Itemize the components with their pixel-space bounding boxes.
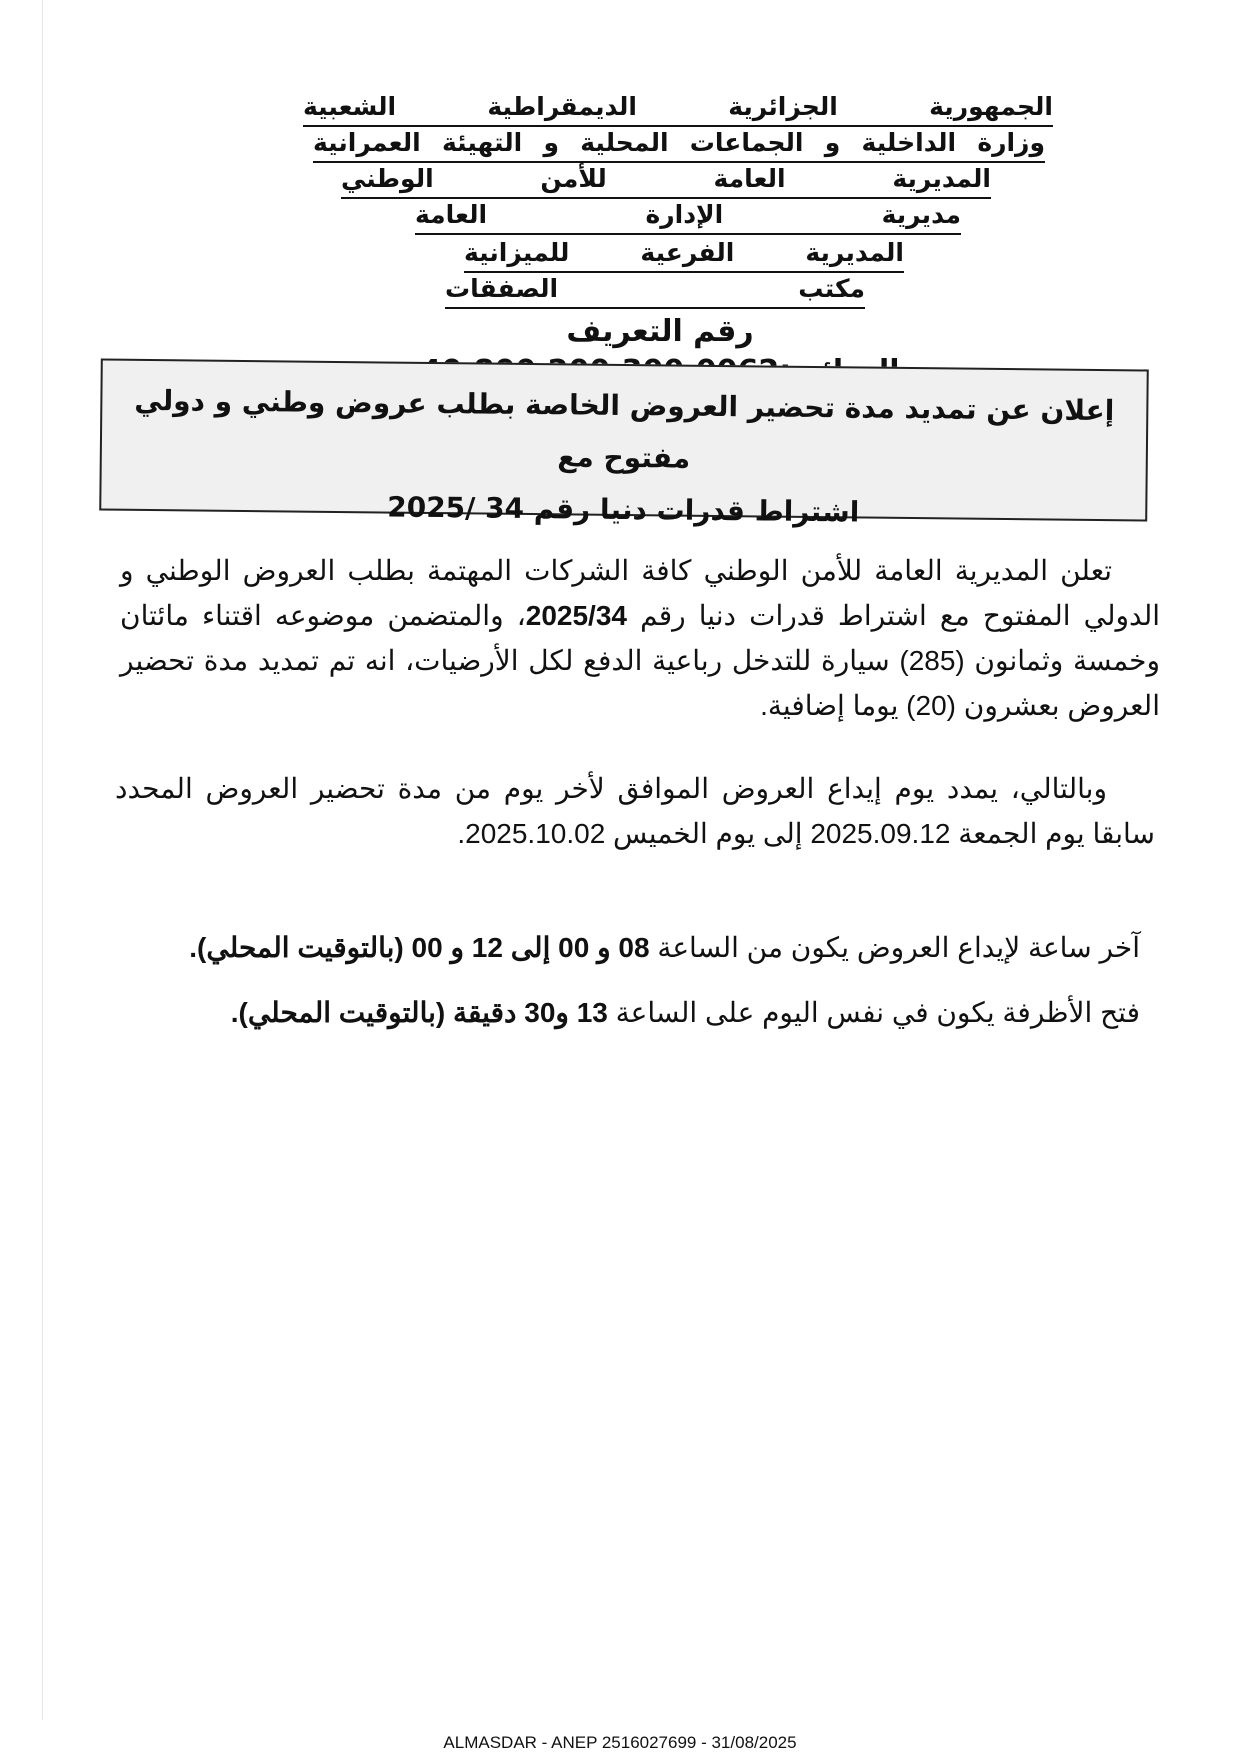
header-republic: الجمهورية الجزائرية الديمقراطية الشعبية: [303, 90, 1053, 127]
paragraph-submission-hours: [140, 925, 1140, 970]
p4-time: 13 و30 دقيقة (بالتوقيت المحلي).: [230, 997, 608, 1028]
tax-id-label: رقم التعريف: [566, 314, 754, 349]
paragraph-opening-time: [140, 990, 1140, 1035]
header-ministry: وزارة الداخلية و الجماعات المحلية و التهيئة العمرانية: [313, 126, 1045, 163]
footer-reference: ALMASDAR - ANEP 2516027699 - 31/08/2025: [443, 1733, 797, 1752]
p1-text-b: ، والمتضمن موضوعه اقتناء مائتان وخمسة وثمانون (285) سيارة للتدخل رباعية الدفع لكل الأرضيات، انه تم تمديد مدة تحضير العروض بعشرون (20) يوما إضافية.: [120, 600, 1160, 721]
p3-hours: 08 و 00 إلى 12 و 00 (بالتوقيت المحلي).: [189, 932, 650, 963]
title-line-1: إعلان عن تمديد مدة تحضير العروض الخاصة بطلب عروض وطني و دولي مفتوح مع: [134, 383, 1115, 475]
p4-text-a: فتح الأظرفة يكون في نفس اليوم على الساعة: [607, 997, 1140, 1028]
title-text: [101, 375, 1147, 542]
scan-edge: [42, 0, 43, 1720]
p1-reference-number: 2025/34: [525, 600, 627, 631]
header-directorate-admin: مديرية الإدارة العامة: [415, 198, 961, 235]
p3-text-a: آخر ساعة لإيداع العروض يكون من الساعة: [649, 932, 1140, 963]
title-line-2: اشتراط قدرات دنيا رقم 34 /2025: [387, 490, 860, 529]
title-box: [99, 359, 1149, 529]
paragraph-deadline: [115, 766, 1155, 856]
header-office: مكتب الصفقات: [445, 272, 865, 309]
header-sub-directorate: المديرية الفرعية للميزانية: [464, 236, 904, 273]
paragraph-announcement: [120, 548, 1160, 728]
p2-text: وبالتالي، يمدد يوم إيداع العروض الموافق لأخر يوم من مدة تحضير العروض المحدد سابقا يوم الجمعة 2025.09.12 إلى يوم الخميس 2025.10.02.: [115, 773, 1155, 849]
p1-text-a: تعلن المديرية العامة للأمن الوطني كافة الشركات المهتمة بطلب العروض الوطني و الدولي المفتوح مع اشتراط قدرات دنيا رقم: [120, 555, 1161, 631]
header-directorate-general: المديرية العامة للأمن الوطني: [341, 162, 991, 199]
